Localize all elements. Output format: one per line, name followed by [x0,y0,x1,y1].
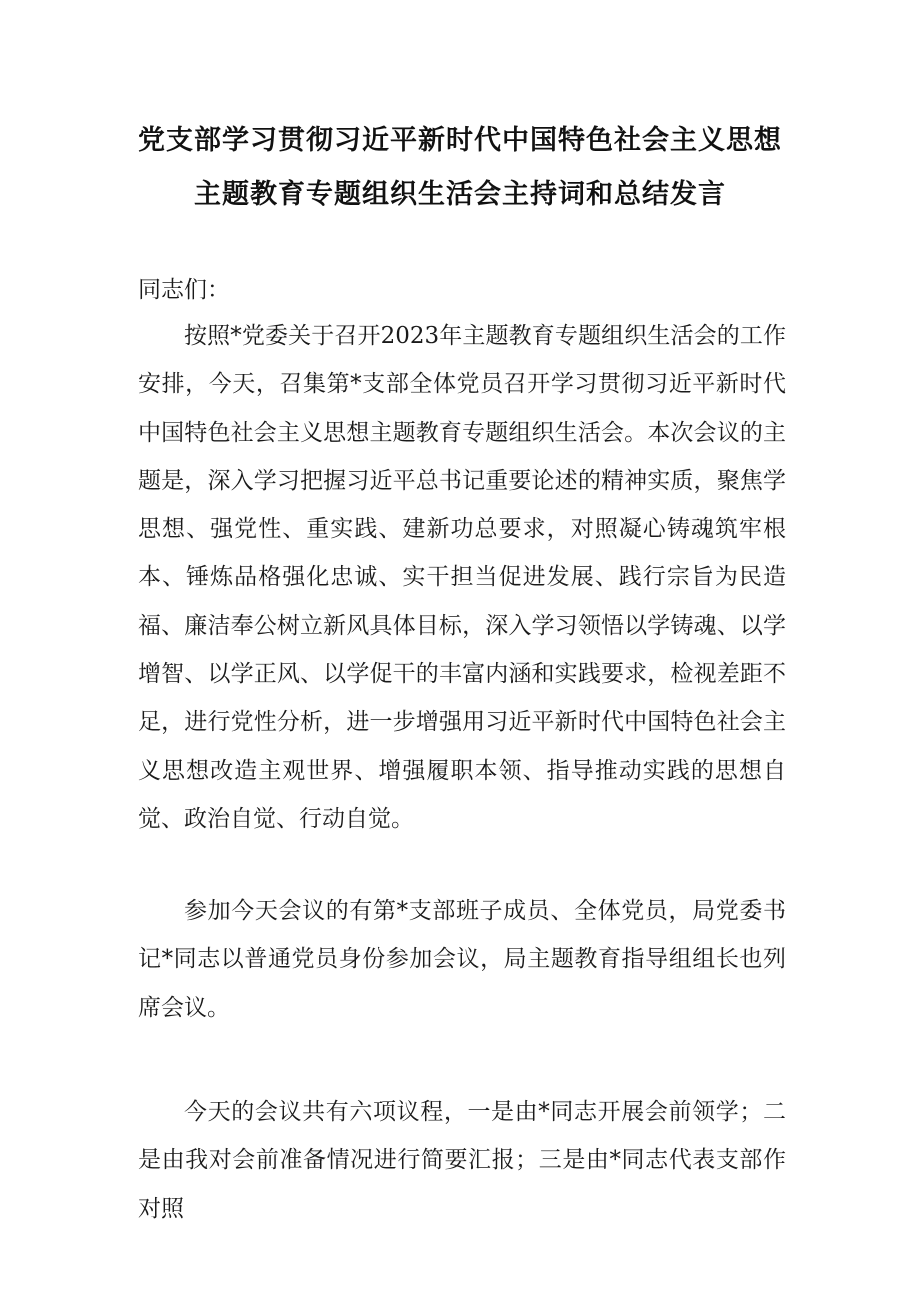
salutation: 同志们： [138,277,230,303]
paragraph-agenda: 今天的会议共有六项议程，一是由*同志开展会前领学；二是由我对会前准备情况进行简要汇报；三是由*同志代表支部作对照 [138,1099,786,1222]
document-title-line-1: 党支部学习贯彻习近平新时代中国特色社会主义思想 [138,125,782,156]
paragraph-opening: 按照*党委关于召开2023年主题教育专题组织生活会的工作安排，今天，召集第*支部全体党员召开学习贯彻习近平新时代中国特色社会主义思想主题教育专题组织生活会。本次会议的主题是，深入学习把握习近平总书记重要论述的精神实质，聚焦学思想、强党性、重实践、建新功总要求，对照凝心铸魂筑牢根本、锤炼品格强化忠诚、实干担当促进发展、践行宗旨为民造福、廉洁奉公树立新风具体目标，深入学习领悟以学铸魂、以学增智、以学正风、以学促干的丰富内涵和实践要求，检视差距不足，进行党性分析，进一步增强用习近平新时代中国特色社会主义思想改造主观世界、增强履职本领、指导推动实践的思想自觉、政治自觉、行动自觉。 [138,323,786,832]
document-title-line-2: 主题教育专题组织生活会主持词和总结发言 [194,179,726,210]
paragraph-attendees: 参加今天会议的有第*支部班子成员、全体党员，局党委书记*同志以普通党员身份参加会议，局主题教育指导组组长也列席会议。 [138,898,786,1021]
